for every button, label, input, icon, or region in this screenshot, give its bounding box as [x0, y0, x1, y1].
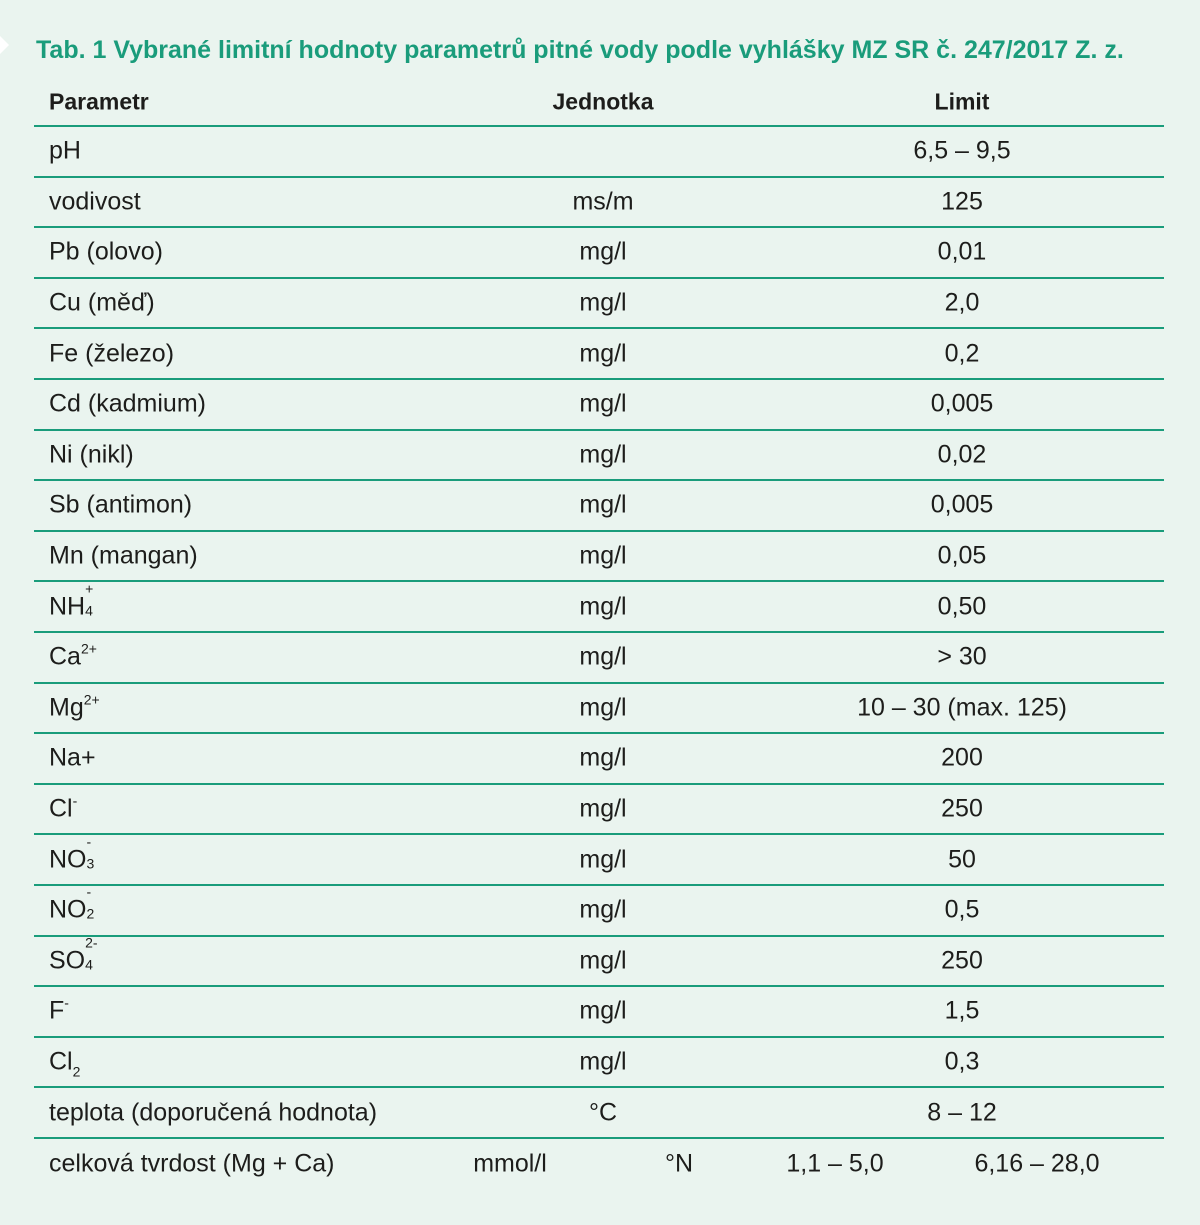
cell-unit: mg/l [579, 642, 627, 671]
cell-parameter [49, 137, 81, 166]
table-row [34, 582, 1164, 633]
cell-parameter [49, 187, 141, 216]
parameter-text: Fe (železo) [49, 339, 175, 368]
cell-unit: mg/l [579, 845, 627, 874]
parameter-index [86, 883, 99, 922]
cell-limit: 2,0 [944, 288, 980, 317]
parameter-text: Mn (mangan) [49, 541, 198, 570]
table-row [34, 835, 1164, 886]
cell-unit: mg/l [579, 541, 627, 570]
table-row [34, 431, 1164, 482]
cell-unit: mg/l [579, 794, 627, 823]
table-row [34, 228, 1164, 279]
cell-parameter [49, 542, 198, 571]
parameter-text: Cl [49, 794, 73, 823]
table-row [34, 380, 1164, 431]
cell-limit-mmol: 1,1 – 5,0 [786, 1149, 884, 1178]
parameter-superscript: 2+ [83, 691, 100, 708]
cell-parameter [49, 640, 97, 672]
parameter-superscript: 2- [85, 934, 98, 951]
parameter-superscript: - [86, 883, 92, 900]
cell-limit: 8 – 12 [927, 1098, 997, 1127]
cell-unit: mg/l [579, 946, 627, 975]
cell-parameter [49, 883, 99, 925]
cell-limit: 200 [941, 743, 983, 772]
cell-unit-degN: °N [664, 1149, 694, 1178]
cell-limit: 10 – 30 (max. 125) [857, 693, 1067, 722]
table-row [34, 1038, 1164, 1089]
table-row [34, 934, 1164, 988]
parameter-text: Ni (nikl) [49, 440, 134, 469]
table-row [34, 178, 1164, 229]
cell-limit: 0,02 [937, 440, 987, 469]
cell-limit: 0,2 [944, 339, 980, 368]
parameter-text: Pb (olovo) [49, 237, 163, 266]
cell-parameter [49, 339, 174, 368]
parameter-text: teplota (doporučená hodnota) [49, 1098, 378, 1127]
cell-limit: 0,3 [944, 1047, 980, 1076]
parameter-subscript: 4 [85, 956, 93, 973]
cell-parameter [49, 1098, 377, 1127]
table-row [34, 684, 1164, 735]
parameter-superscript: + [85, 580, 94, 597]
parameter-subscript: 2 [72, 1063, 81, 1080]
parameter-text: SO [49, 946, 86, 975]
header-parameter: Parametr [49, 88, 149, 114]
parameter-index [85, 580, 97, 619]
cell-unit: mg/l [579, 592, 627, 621]
cell-parameter [49, 440, 134, 469]
table-header-row [34, 78, 1164, 127]
cell-unit: mg/l [579, 288, 627, 317]
cell-parameter [49, 792, 78, 824]
table-row [34, 987, 1164, 1038]
cell-unit: °C [588, 1098, 618, 1127]
limits-table [34, 78, 1164, 1189]
cell-unit-mmol: mmol/l [473, 1149, 547, 1178]
cell-parameter [49, 491, 192, 520]
parameter-superscript: - [86, 833, 92, 850]
title-marker [0, 36, 9, 54]
table-title: Tab. 1 Vybrané limitní hodnoty parametrů pitné vody podle vyhlášky MZ SR č. 247/2017 Z. z. [36, 36, 1124, 64]
parameter-subscript: 3 [86, 855, 95, 872]
cell-parameter [49, 1047, 81, 1080]
cell-parameter [49, 289, 155, 318]
table-row-hardness [34, 1139, 1164, 1190]
cell-unit: mg/l [579, 743, 627, 772]
cell-limit: 0,50 [937, 592, 987, 621]
parameter-index [85, 934, 98, 973]
cell-unit: mg/l [579, 996, 627, 1025]
parameter-subscript: 2 [86, 905, 95, 922]
cell-unit: mg/l [579, 895, 627, 924]
cell-parameter [49, 693, 100, 722]
header-limit: Limit [934, 88, 990, 114]
cell-limit: 1,5 [944, 996, 980, 1025]
parameter-text: Na+ [49, 743, 96, 772]
cell-limit: 0,05 [937, 541, 987, 570]
cell-limit: 0,005 [930, 389, 994, 418]
parameter-subscript: 4 [85, 602, 93, 619]
parameter-text: NH [49, 592, 86, 621]
cell-limit: 250 [941, 794, 983, 823]
parameter-superscript: - [64, 994, 69, 1011]
parameter-text: F [49, 996, 65, 1025]
cell-limit: 250 [941, 946, 983, 975]
cell-unit: mg/l [579, 1047, 627, 1076]
table-row [34, 883, 1164, 937]
table-row [34, 532, 1164, 583]
table-row [34, 1088, 1164, 1139]
parameter-text: Mg [49, 693, 84, 722]
parameter-text: pH [49, 136, 81, 165]
parameter-text: Ca [49, 642, 81, 671]
cell-unit: ms/m [572, 187, 634, 216]
table-body [34, 127, 1164, 1139]
table-row [34, 279, 1164, 330]
cell-limit: 6,5 – 9,5 [913, 136, 1011, 165]
parameter-text: NO [49, 845, 87, 874]
cell-parameter: celková tvrdost (Mg + Ca) [49, 1149, 335, 1178]
cell-parameter [49, 580, 97, 621]
cell-limit: 50 [948, 845, 976, 874]
cell-unit: mg/l [579, 490, 627, 519]
cell-unit: mg/l [579, 389, 627, 418]
cell-parameter [49, 934, 98, 975]
table-row [34, 734, 1164, 785]
table-row [34, 633, 1164, 684]
cell-limit: > 30 [937, 642, 987, 671]
parameter-superscript: 2+ [80, 640, 97, 657]
cell-limit: 0,01 [937, 237, 987, 266]
parameter-text: Cd (kadmium) [49, 389, 206, 418]
cell-parameter [49, 994, 69, 1026]
parameter-text: NO [49, 895, 87, 924]
cell-unit: mg/l [579, 339, 627, 368]
cell-unit: mg/l [579, 237, 627, 266]
cell-limit: 0,5 [944, 895, 980, 924]
cell-unit: mg/l [579, 693, 627, 722]
cell-parameter [49, 390, 206, 419]
table-row [34, 329, 1164, 380]
cell-limit: 125 [941, 187, 983, 216]
cell-parameter [49, 238, 163, 267]
parameter-text: Sb (antimon) [49, 490, 193, 519]
table-row [34, 481, 1164, 532]
parameter-superscript: - [72, 792, 78, 809]
cell-limit: 0,005 [930, 490, 994, 519]
parameter-text: Cl [49, 1047, 73, 1076]
table-row [34, 785, 1164, 836]
cell-parameter [49, 833, 99, 874]
header-unit: Jednotka [552, 88, 654, 114]
table-row [34, 127, 1164, 178]
cell-limit-degN: 6,16 – 28,0 [974, 1149, 1100, 1178]
cell-parameter [49, 744, 96, 773]
parameter-text: Cu (měď) [49, 288, 155, 317]
cell-unit: mg/l [579, 440, 627, 469]
parameter-index [86, 833, 99, 872]
parameter-text: vodivost [49, 187, 141, 216]
